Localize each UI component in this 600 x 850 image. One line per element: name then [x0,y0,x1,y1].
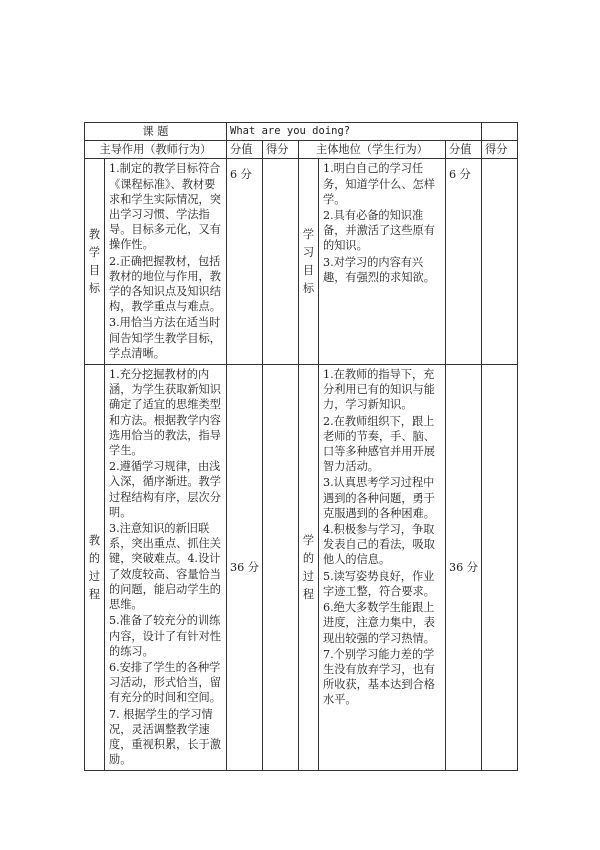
learning-goals-label: 学习目标 [299,159,319,365]
teacher-goals-earned [263,159,299,365]
list-item: 4.积极参与学习，争取发表自己的看法，吸取他人的信息。 [323,523,435,567]
teaching-goals-label: 教学目标 [85,159,105,365]
list-item: 1.制定的教学目标符合《课程标准》、教材要求和学生实际情况，突出学习习惯、学法指导。目标多元化，又有操作性。 [109,162,221,252]
student-process-list [319,365,446,771]
student-earned-header: 得分 [482,141,518,159]
list-item: 1.明白自己的学习任务，知道学什么、怎样学。 [323,162,435,206]
teacher-score-header: 分值 [227,141,263,159]
student-goals-earned [482,159,518,365]
list-item: 7. 根据学生的学习情况，灵活调整教学速度，重视积累，长于激励。 [109,707,221,767]
list-item: 2.具有必备的知识准备，并激活了这些原有的知识。 [323,209,435,253]
student-process-score: 36 分 [446,365,482,771]
list-item: 3.认真思考学习过程中遇到的各种问题，勇于克服遇到的各种困难。 [323,476,435,520]
topic-value: What are you doing? [227,123,482,141]
goals-row [85,159,518,365]
list-item: 6.绝大多数学生能跟上进度，注意力集中，表现出较强的学习热情。 [323,601,435,645]
list-item: 1.充分挖掘教材的内涵，为学生获取新知识确定了适宜的思维类型和方法。根据教学内容选用恰当的教法，指导学生。 [109,368,221,458]
student-goals-score: 6 分 [446,159,482,365]
list-item: 3.注意知识的新旧联系，突出重点、抓住关键，突破难点。4.设计了效度较高、容量恰当的问题，能启动学生的思维。 [109,522,221,612]
list-item: 2.遵循学习规律，由浅入深，循序渐进。教学过程结构有序，层次分明。 [109,460,221,519]
topic-blank-cell [482,123,518,141]
teacher-process-earned [263,365,299,771]
list-item: 2.在教师组织下，跟上老师的节奏，手、脑、口等多种感官并用开展智力活动。 [323,414,435,474]
topic-label: 课 题 [85,123,227,141]
teacher-goals-list [105,159,227,365]
learning-process-label: 学的过程 [299,365,319,771]
teaching-process-label: 教的过程 [85,365,105,771]
list-item: 5.准备了较充分的训练内容，设计了有针对性的练习。 [109,614,221,658]
student-score-header: 分值 [446,141,482,159]
student-goals-list [319,159,446,365]
list-item: 2.正确把握教材，包括教材的地位与作用，教学的各知识点及知识结构，教学重点与难点。 [109,254,221,314]
lesson-evaluation-table [84,122,518,771]
topic-row [85,123,518,141]
header-row [85,141,518,159]
teacher-earned-header: 得分 [263,141,299,159]
list-item: 6.安排了学生的各种学习活动，形式恰当，留有充分的时间和空间。 [109,660,221,705]
list-item: 1.在教师的指导下，充分利用已有的知识与能力，学习新知识。 [323,368,435,412]
list-item: 7.个别学习能力差的学生没有放弃学习，也有所收获，基本达到合格水平。 [323,647,435,707]
process-row [85,365,518,771]
list-item: 3.对学习的内容有兴趣，有强烈的求知欲。 [323,255,435,284]
student-role-header: 主体地位（学生行为） [299,141,446,159]
teacher-process-list [105,365,227,771]
teacher-goals-score: 6 分 [227,159,263,365]
teacher-process-score: 36 分 [227,365,263,771]
student-process-earned [482,365,518,771]
list-item: 5.读写姿势良好，作业字迹工整，符合要求。 [323,569,435,598]
teacher-role-header: 主导作用（教师行为） [85,141,227,159]
list-item: 3.用恰当方法在适当时间告知学生教学目标，学点清晰。 [109,316,221,360]
